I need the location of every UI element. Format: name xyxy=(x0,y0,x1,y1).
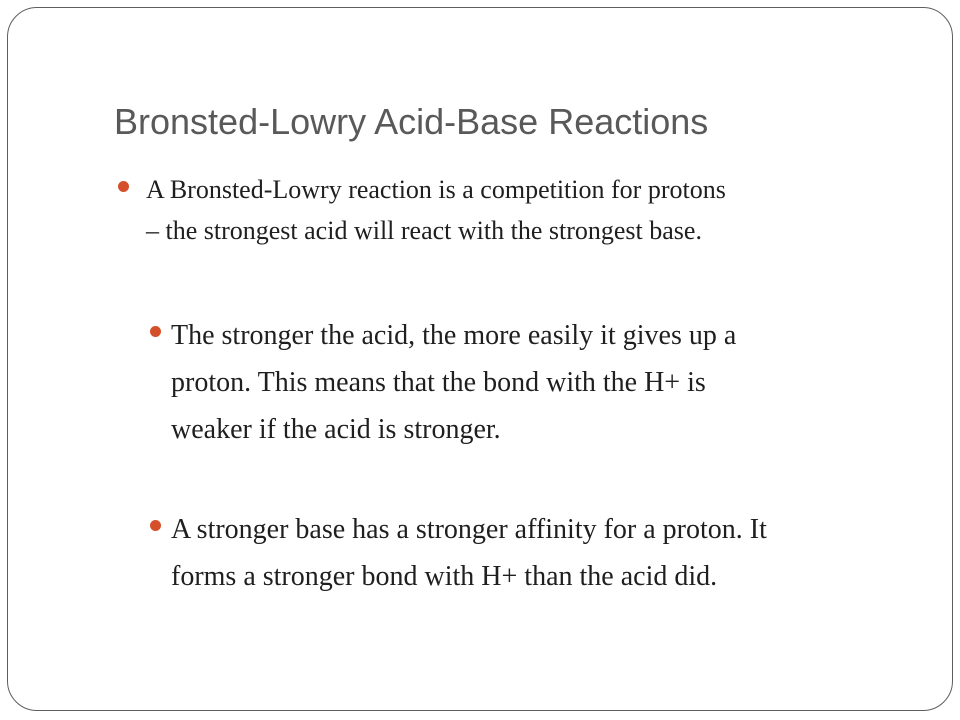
bullet-line: The stronger the acid, the more easily it gives up a xyxy=(171,320,737,351)
bullet-line: weaker if the acid is stronger. xyxy=(171,414,501,445)
bullet-dot-icon xyxy=(150,326,161,337)
sub-bullet-stronger-base xyxy=(171,506,911,600)
bullet-dot-icon xyxy=(150,520,161,531)
bullet-line: A Bronsted-Lowry reaction is a competition for protons xyxy=(146,175,726,204)
sub-bullet-stronger-acid xyxy=(171,312,911,453)
slide-frame xyxy=(7,7,953,711)
bullet-line: forms a stronger bond with H+ than the acid did. xyxy=(171,561,718,592)
bullet-competition-for-protons xyxy=(146,169,906,251)
bullet-dot-icon xyxy=(118,181,129,192)
bullet-line: proton. This means that the bond with the H+ is xyxy=(171,367,706,398)
bullet-line: – the strongest acid will react with the strongest base. xyxy=(146,216,702,245)
slide-title: Bronsted-Lowry Acid-Base Reactions xyxy=(114,101,709,142)
bullet-line: A stronger base has a stronger affinity for a proton. It xyxy=(171,514,767,545)
